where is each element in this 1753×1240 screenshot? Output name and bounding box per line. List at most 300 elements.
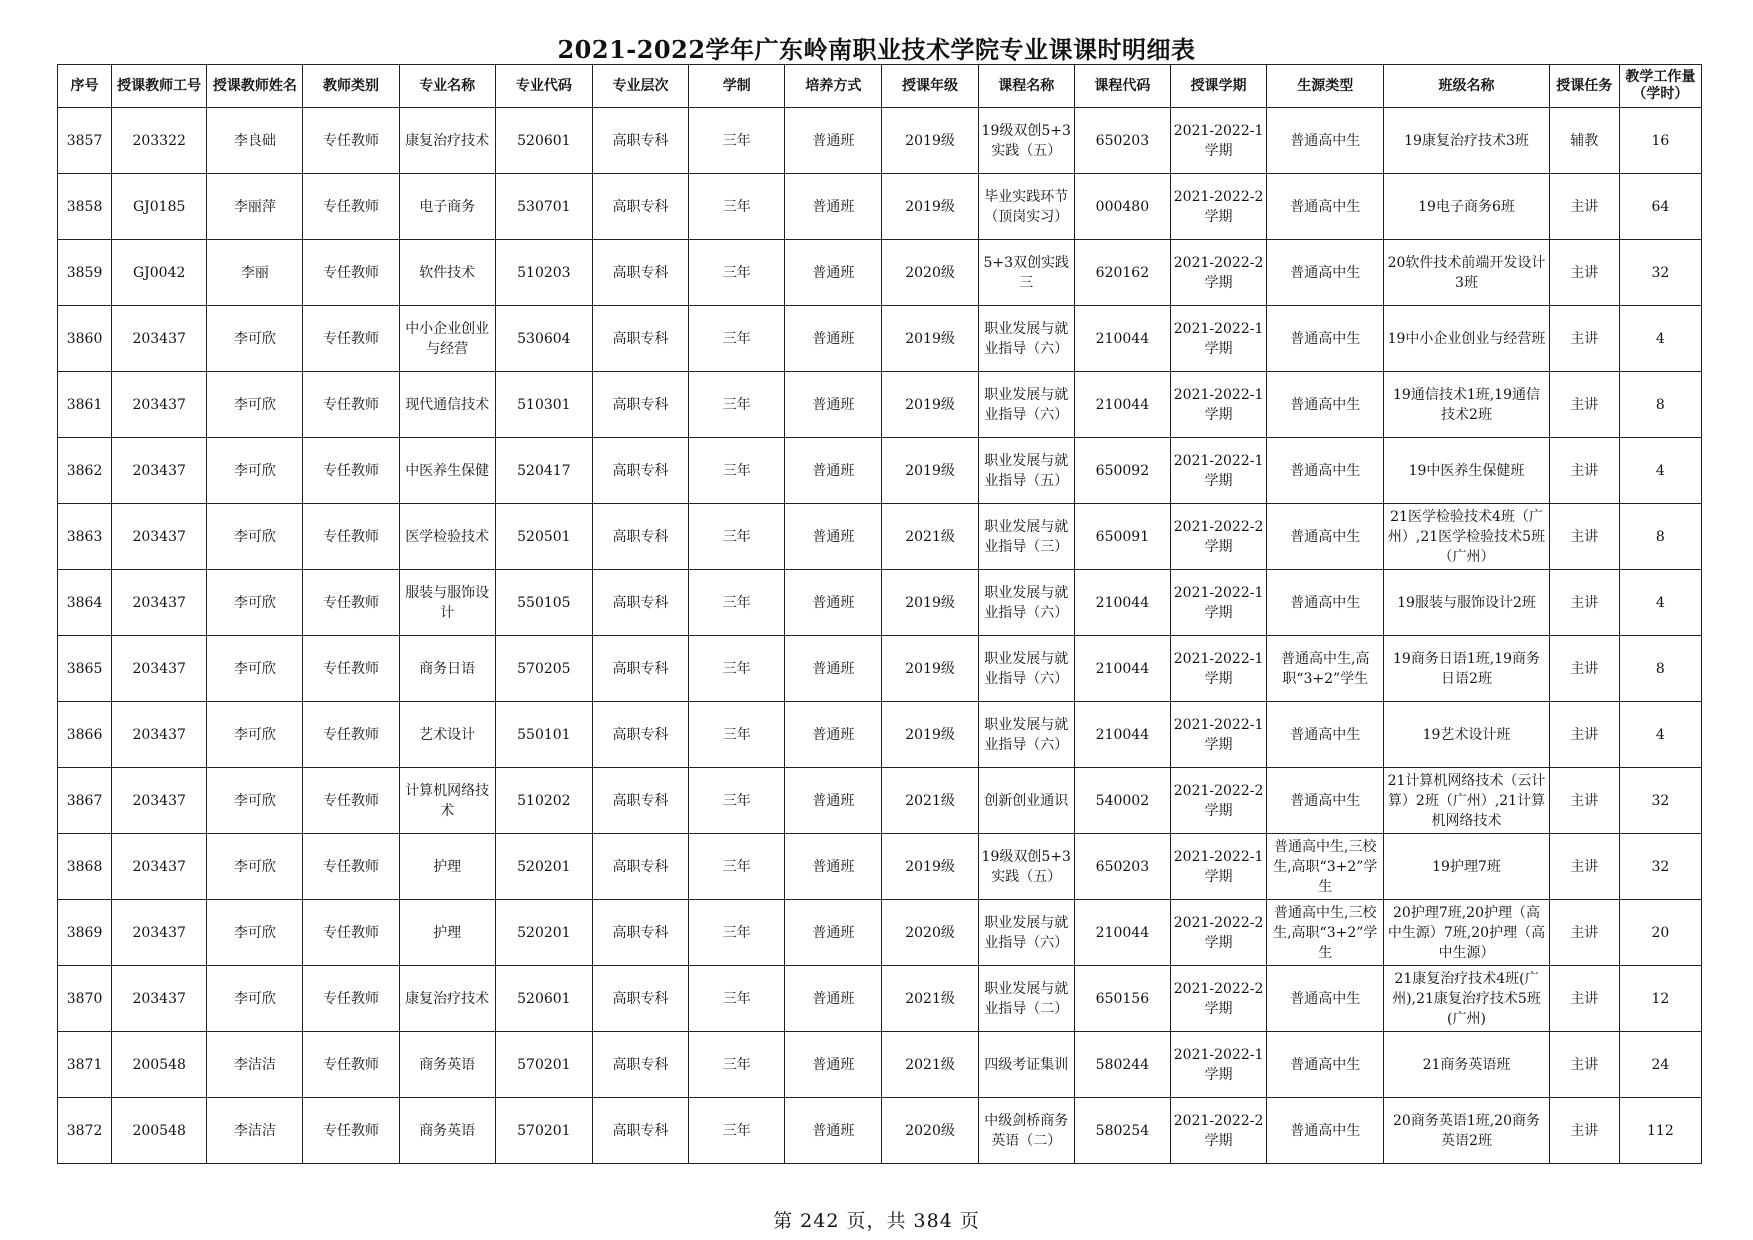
- cell-text: 2020级: [905, 264, 955, 281]
- cell-text: 16: [1651, 132, 1670, 149]
- table-cell: [785, 306, 882, 372]
- cell-text: 2021级: [905, 1056, 955, 1073]
- table-cell: [112, 1032, 207, 1098]
- cell-text: 570205: [517, 660, 571, 677]
- cell-text: 普通班: [812, 1056, 855, 1073]
- cell-text: 专任教师: [323, 396, 380, 413]
- table-cell: [495, 306, 592, 372]
- table-cell: [58, 570, 112, 636]
- table-cell: [1170, 240, 1266, 306]
- table-cell: [1267, 966, 1384, 1032]
- cell-text: 2021-2022-1学期: [1173, 386, 1264, 423]
- cell-text: 李可欣: [233, 462, 276, 479]
- cell-text: 普通班: [812, 726, 855, 743]
- cell-text: 2021级: [905, 792, 955, 809]
- table-row: [58, 306, 1702, 372]
- cell-text: 2021级: [905, 990, 955, 1007]
- table-cell: [1384, 570, 1549, 636]
- table-cell: [592, 108, 688, 174]
- table-cell: [978, 570, 1074, 636]
- cell-text: 203437: [132, 330, 186, 347]
- table-cell: [1619, 1032, 1701, 1098]
- cell-text: 8: [1655, 528, 1665, 545]
- table-cell: [1267, 900, 1384, 966]
- cell-text: 普通高中生,三校生,高职“3+2”学生: [1273, 838, 1378, 895]
- cell-text: 医学检验技术: [405, 528, 490, 545]
- cell-text: 三年: [722, 990, 751, 1007]
- cell-text: 200548: [132, 1056, 186, 1073]
- cell-text: 普通班: [812, 1122, 855, 1139]
- table-cell: [112, 768, 207, 834]
- cell-text: 高职专科: [612, 132, 669, 149]
- table-cell: [978, 900, 1074, 966]
- cell-text: 商务日语: [419, 660, 476, 677]
- cell-text: 普通高中生: [1290, 990, 1361, 1007]
- column-header: 培养方式: [785, 65, 882, 108]
- cell-text: 570201: [517, 1056, 571, 1073]
- table-cell: [1267, 306, 1384, 372]
- cell-text: 专任教师: [323, 198, 380, 215]
- table-cell: [1384, 504, 1549, 570]
- table-cell: [1267, 702, 1384, 768]
- cell-text: 650156: [1095, 990, 1150, 1007]
- cell-text: 专任教师: [323, 528, 380, 545]
- cell-text: 高职专科: [612, 1056, 669, 1073]
- table-cell: [207, 1032, 303, 1098]
- cell-text: 高职专科: [612, 924, 669, 941]
- cell-text: 2021-2022-1学期: [1173, 1046, 1264, 1083]
- table-cell: [592, 768, 688, 834]
- cell-text: 203437: [132, 726, 186, 743]
- table-cell: [399, 834, 495, 900]
- table-cell: [689, 438, 785, 504]
- table-cell: [399, 108, 495, 174]
- table-cell: [978, 438, 1074, 504]
- cell-text: 三年: [722, 660, 751, 677]
- cell-text: 普通高中生: [1290, 594, 1361, 611]
- table-cell: [592, 636, 688, 702]
- cell-text: 530701: [517, 198, 571, 215]
- table-cell: [495, 768, 592, 834]
- table-cell: [112, 372, 207, 438]
- table-cell: [592, 504, 688, 570]
- table-cell: [1384, 174, 1549, 240]
- table-cell: [978, 504, 1074, 570]
- cell-text: 康复治疗技术: [405, 132, 490, 149]
- cell-text: 毕业实践环节（顶岗实习）: [984, 188, 1069, 225]
- cell-text: 李可欣: [233, 792, 276, 809]
- cell-text: GJ0185: [132, 198, 186, 215]
- cell-text: 三年: [722, 132, 751, 149]
- cell-text: 19中医养生保健班: [1408, 462, 1525, 479]
- cell-text: 艺术设计: [419, 726, 476, 743]
- cell-text: 2020级: [905, 924, 955, 941]
- cell-text: 2021-2022-2学期: [1173, 782, 1264, 819]
- column-header: 专业层次: [592, 65, 688, 108]
- table-cell: [1170, 636, 1266, 702]
- column-header: 课程名称: [978, 65, 1074, 108]
- table-cell: [1549, 504, 1619, 570]
- table-body: [58, 108, 1702, 1164]
- table-cell: [1267, 372, 1384, 438]
- cell-text: 3871: [66, 1056, 103, 1073]
- table-cell: [1170, 108, 1266, 174]
- cell-text: 专任教师: [323, 462, 380, 479]
- cell-text: 20: [1651, 924, 1670, 941]
- table-row: [58, 966, 1702, 1032]
- cell-text: 19级双创5+3实践（五）: [981, 848, 1071, 885]
- table-cell: [882, 570, 978, 636]
- table-row: [58, 240, 1702, 306]
- table-cell: [1170, 372, 1266, 438]
- cell-text: 三年: [722, 594, 751, 611]
- table-cell: [592, 900, 688, 966]
- cell-text: 2021-2022-2学期: [1173, 518, 1264, 555]
- column-header: 生源类型: [1267, 65, 1384, 108]
- table-cell: [399, 174, 495, 240]
- table-cell: [1384, 966, 1549, 1032]
- table-cell: [399, 768, 495, 834]
- table-row: [58, 570, 1702, 636]
- table-row: [58, 768, 1702, 834]
- table-cell: [1384, 768, 1549, 834]
- table-cell: [303, 900, 399, 966]
- cell-text: 650203: [1095, 132, 1150, 149]
- cell-text: 2021-2022-1学期: [1173, 122, 1264, 159]
- cell-text: 2019级: [905, 594, 955, 611]
- cell-text: 计算机网络技术: [405, 782, 490, 819]
- cell-text: 普通高中生: [1290, 264, 1361, 281]
- cell-text: 203437: [132, 594, 186, 611]
- cell-text: 高职专科: [612, 396, 669, 413]
- cell-text: 专任教师: [323, 330, 380, 347]
- table-cell: [592, 372, 688, 438]
- cell-text: 普通班: [812, 132, 855, 149]
- cell-text: 650091: [1095, 528, 1150, 545]
- table-cell: [495, 966, 592, 1032]
- table-cell: [592, 240, 688, 306]
- cell-text: 普通高中生: [1290, 726, 1361, 743]
- table-cell: [207, 306, 303, 372]
- table-cell: [495, 240, 592, 306]
- cell-text: 电子商务: [419, 198, 476, 215]
- table-cell: [303, 504, 399, 570]
- column-header: 班级名称: [1384, 65, 1549, 108]
- cell-text: 三年: [722, 264, 751, 281]
- table-cell: [1619, 702, 1701, 768]
- column-header: 教师类别: [303, 65, 399, 108]
- table-row: [58, 900, 1702, 966]
- table-cell: [785, 966, 882, 1032]
- table-cell: [689, 768, 785, 834]
- table-cell: [1619, 372, 1701, 438]
- cell-text: 三年: [722, 198, 751, 215]
- cell-text: 护理: [433, 858, 462, 875]
- cell-text: 李洁洁: [233, 1122, 276, 1139]
- table-cell: [1074, 372, 1170, 438]
- cell-text: 三年: [722, 792, 751, 809]
- cell-text: 高职专科: [612, 528, 669, 545]
- table-cell: [495, 372, 592, 438]
- cell-text: 3862: [66, 462, 103, 479]
- cell-text: 650203: [1095, 858, 1150, 875]
- cell-text: 普通班: [812, 594, 855, 611]
- cell-text: 4: [1655, 726, 1665, 743]
- table-cell: [495, 636, 592, 702]
- cell-text: 护理: [433, 924, 462, 941]
- cell-text: 商务英语: [419, 1056, 476, 1073]
- table-cell: [978, 966, 1074, 1032]
- table-cell: [303, 1032, 399, 1098]
- cell-text: 3868: [66, 858, 103, 875]
- table-cell: [207, 570, 303, 636]
- column-header: 专业名称: [399, 65, 495, 108]
- table-cell: [1074, 174, 1170, 240]
- table-cell: [689, 636, 785, 702]
- cell-text: 3859: [66, 264, 103, 281]
- table-cell: [1074, 438, 1170, 504]
- cell-text: 2019级: [905, 660, 955, 677]
- cell-text: 中级剑桥商务英语（二）: [984, 1112, 1069, 1149]
- cell-text: 2019级: [905, 462, 955, 479]
- table-cell: [495, 570, 592, 636]
- cell-text: 普通班: [812, 198, 855, 215]
- table-cell: [978, 108, 1074, 174]
- page-title: 2021-2022学年广东岭南职业技术学院专业课课时明细表: [557, 35, 1196, 64]
- cell-text: 580244: [1095, 1056, 1150, 1073]
- cell-text: 19艺术设计班: [1422, 726, 1511, 743]
- cell-text: 203437: [132, 462, 186, 479]
- table-cell: [689, 966, 785, 1032]
- table-cell: [1170, 900, 1266, 966]
- table-cell: [58, 966, 112, 1032]
- cell-text: 专任教师: [323, 792, 380, 809]
- table-cell: [1267, 438, 1384, 504]
- cell-text: 普通高中生: [1290, 330, 1361, 347]
- table-cell: [303, 570, 399, 636]
- cell-text: 2019级: [905, 726, 955, 743]
- table-cell: [1384, 834, 1549, 900]
- cell-text: 2021-2022-1学期: [1173, 320, 1264, 357]
- table-cell: [58, 768, 112, 834]
- table-cell: [112, 900, 207, 966]
- cell-text: 主讲: [1570, 330, 1599, 347]
- table-cell: [303, 702, 399, 768]
- cell-text: 专任教师: [323, 990, 380, 1007]
- cell-text: 000480: [1095, 198, 1150, 215]
- table-cell: [1170, 966, 1266, 1032]
- table-cell: [399, 438, 495, 504]
- table-cell: [112, 1098, 207, 1164]
- cell-text: 203437: [132, 660, 186, 677]
- table-cell: [592, 1032, 688, 1098]
- cell-text: 三年: [722, 858, 751, 875]
- cell-text: 510301: [517, 396, 571, 413]
- table-cell: [1170, 504, 1266, 570]
- table-cell: [112, 636, 207, 702]
- cell-text: 550101: [517, 726, 571, 743]
- table-row: [58, 174, 1702, 240]
- table-cell: [785, 174, 882, 240]
- table-cell: [495, 438, 592, 504]
- cell-text: 540002: [1095, 792, 1150, 809]
- table-cell: [592, 306, 688, 372]
- cell-text: 3863: [66, 528, 103, 545]
- table-cell: [689, 1032, 785, 1098]
- table-cell: [1170, 702, 1266, 768]
- cell-text: 高职专科: [612, 660, 669, 677]
- table-cell: [303, 768, 399, 834]
- cell-text: 203322: [132, 132, 186, 149]
- table-cell: [112, 504, 207, 570]
- table-cell: [1619, 240, 1701, 306]
- table-cell: [1384, 900, 1549, 966]
- cell-text: 64: [1651, 198, 1670, 215]
- cell-text: 203437: [132, 396, 186, 413]
- cell-text: 520501: [517, 528, 571, 545]
- table-cell: [1170, 174, 1266, 240]
- table-cell: [785, 438, 882, 504]
- column-header: 授课教师姓名: [207, 65, 303, 108]
- column-header: 授课学期: [1170, 65, 1266, 108]
- table-cell: [689, 570, 785, 636]
- table-cell: [1549, 240, 1619, 306]
- table-cell: [1384, 702, 1549, 768]
- cell-text: 203437: [132, 792, 186, 809]
- table-cell: [58, 438, 112, 504]
- cell-text: 三年: [722, 1122, 751, 1139]
- cell-text: 高职专科: [612, 330, 669, 347]
- cell-text: 210044: [1095, 594, 1150, 611]
- cell-text: 3866: [66, 726, 103, 743]
- table-cell: [785, 636, 882, 702]
- cell-text: 620162: [1095, 264, 1150, 281]
- cell-text: 520601: [517, 990, 571, 1007]
- cell-text: 主讲: [1570, 594, 1599, 611]
- cell-text: 2019级: [905, 396, 955, 413]
- cell-text: 四级考证集训: [984, 1056, 1069, 1073]
- table-cell: [978, 240, 1074, 306]
- cell-text: 专任教师: [323, 132, 380, 149]
- table-cell: [1619, 174, 1701, 240]
- cell-text: 2021-2022-2学期: [1173, 188, 1264, 225]
- cell-text: 软件技术: [419, 264, 476, 281]
- cell-text: 210044: [1095, 396, 1150, 413]
- cell-text: 2020级: [905, 1122, 955, 1139]
- cell-text: 辅教: [1570, 132, 1599, 149]
- cell-text: 李良础: [233, 132, 276, 149]
- table-cell: [112, 966, 207, 1032]
- table-cell: [1549, 1032, 1619, 1098]
- table-cell: [1384, 1032, 1549, 1098]
- column-header: 授课年级: [882, 65, 978, 108]
- table-cell: [1619, 306, 1701, 372]
- cell-text: 高职专科: [612, 1122, 669, 1139]
- table-cell: [689, 174, 785, 240]
- table-cell: [785, 900, 882, 966]
- table-cell: [207, 108, 303, 174]
- cell-text: 203437: [132, 990, 186, 1007]
- cell-text: 2019级: [905, 198, 955, 215]
- table-cell: [882, 768, 978, 834]
- cell-text: 普通高中生: [1290, 1056, 1361, 1073]
- table-cell: [495, 834, 592, 900]
- cell-text: 8: [1655, 660, 1665, 677]
- table-cell: [1170, 834, 1266, 900]
- cell-text: 主讲: [1570, 1122, 1599, 1139]
- table-cell: [1074, 240, 1170, 306]
- table-cell: [785, 702, 882, 768]
- cell-text: 19护理7班: [1432, 858, 1501, 875]
- table-cell: [882, 108, 978, 174]
- cell-text: 专任教师: [323, 660, 380, 677]
- table-cell: [882, 240, 978, 306]
- cell-text: 中医养生保健: [405, 462, 490, 479]
- table-row: [58, 1098, 1702, 1164]
- cell-text: 职业发展与就业指导（六）: [984, 584, 1069, 621]
- table-cell: [495, 504, 592, 570]
- cell-text: 中小企业创业与经营: [405, 320, 490, 357]
- table-cell: [592, 438, 688, 504]
- table-cell: [785, 570, 882, 636]
- table-cell: [1074, 108, 1170, 174]
- table-cell: [112, 702, 207, 768]
- table-cell: [207, 636, 303, 702]
- table-cell: [978, 636, 1074, 702]
- cell-text: 普通高中生: [1290, 792, 1361, 809]
- table-cell: [785, 108, 882, 174]
- cell-text: 20软件技术前端开发设计3班: [1387, 254, 1546, 291]
- table-cell: [495, 1032, 592, 1098]
- table-cell: [207, 174, 303, 240]
- cell-text: 主讲: [1570, 858, 1599, 875]
- cell-text: 主讲: [1570, 726, 1599, 743]
- table-cell: [1267, 174, 1384, 240]
- table-cell: [1384, 636, 1549, 702]
- cell-text: 普通高中生: [1290, 1122, 1361, 1139]
- table-cell: [303, 372, 399, 438]
- table-cell: [207, 438, 303, 504]
- table-cell: [303, 306, 399, 372]
- table-cell: [689, 306, 785, 372]
- cell-text: 高职专科: [612, 198, 669, 215]
- cell-text: 专任教师: [323, 726, 380, 743]
- cell-text: 3857: [66, 132, 103, 149]
- table-cell: [58, 240, 112, 306]
- cell-text: 3865: [66, 660, 103, 677]
- cell-text: 4: [1655, 330, 1665, 347]
- cell-text: 李可欣: [233, 990, 276, 1007]
- table-cell: [1074, 900, 1170, 966]
- cell-text: 李可欣: [233, 660, 276, 677]
- table-cell: [495, 1098, 592, 1164]
- table-cell: [399, 966, 495, 1032]
- table-cell: [207, 240, 303, 306]
- table-row: [58, 834, 1702, 900]
- cell-text: 专任教师: [323, 594, 380, 611]
- table-cell: [1549, 900, 1619, 966]
- table-cell: [978, 1098, 1074, 1164]
- cell-text: 商务英语: [419, 1122, 476, 1139]
- cell-text: 19康复治疗技术3班: [1404, 132, 1529, 149]
- cell-text: 520201: [517, 858, 571, 875]
- table-cell: [882, 174, 978, 240]
- table-cell: [882, 636, 978, 702]
- table-cell: [1549, 966, 1619, 1032]
- cell-text: 21康复治疗技术4班(广州),21康复治疗技术5班(广州): [1392, 970, 1541, 1027]
- table-cell: [207, 504, 303, 570]
- table-cell: [882, 504, 978, 570]
